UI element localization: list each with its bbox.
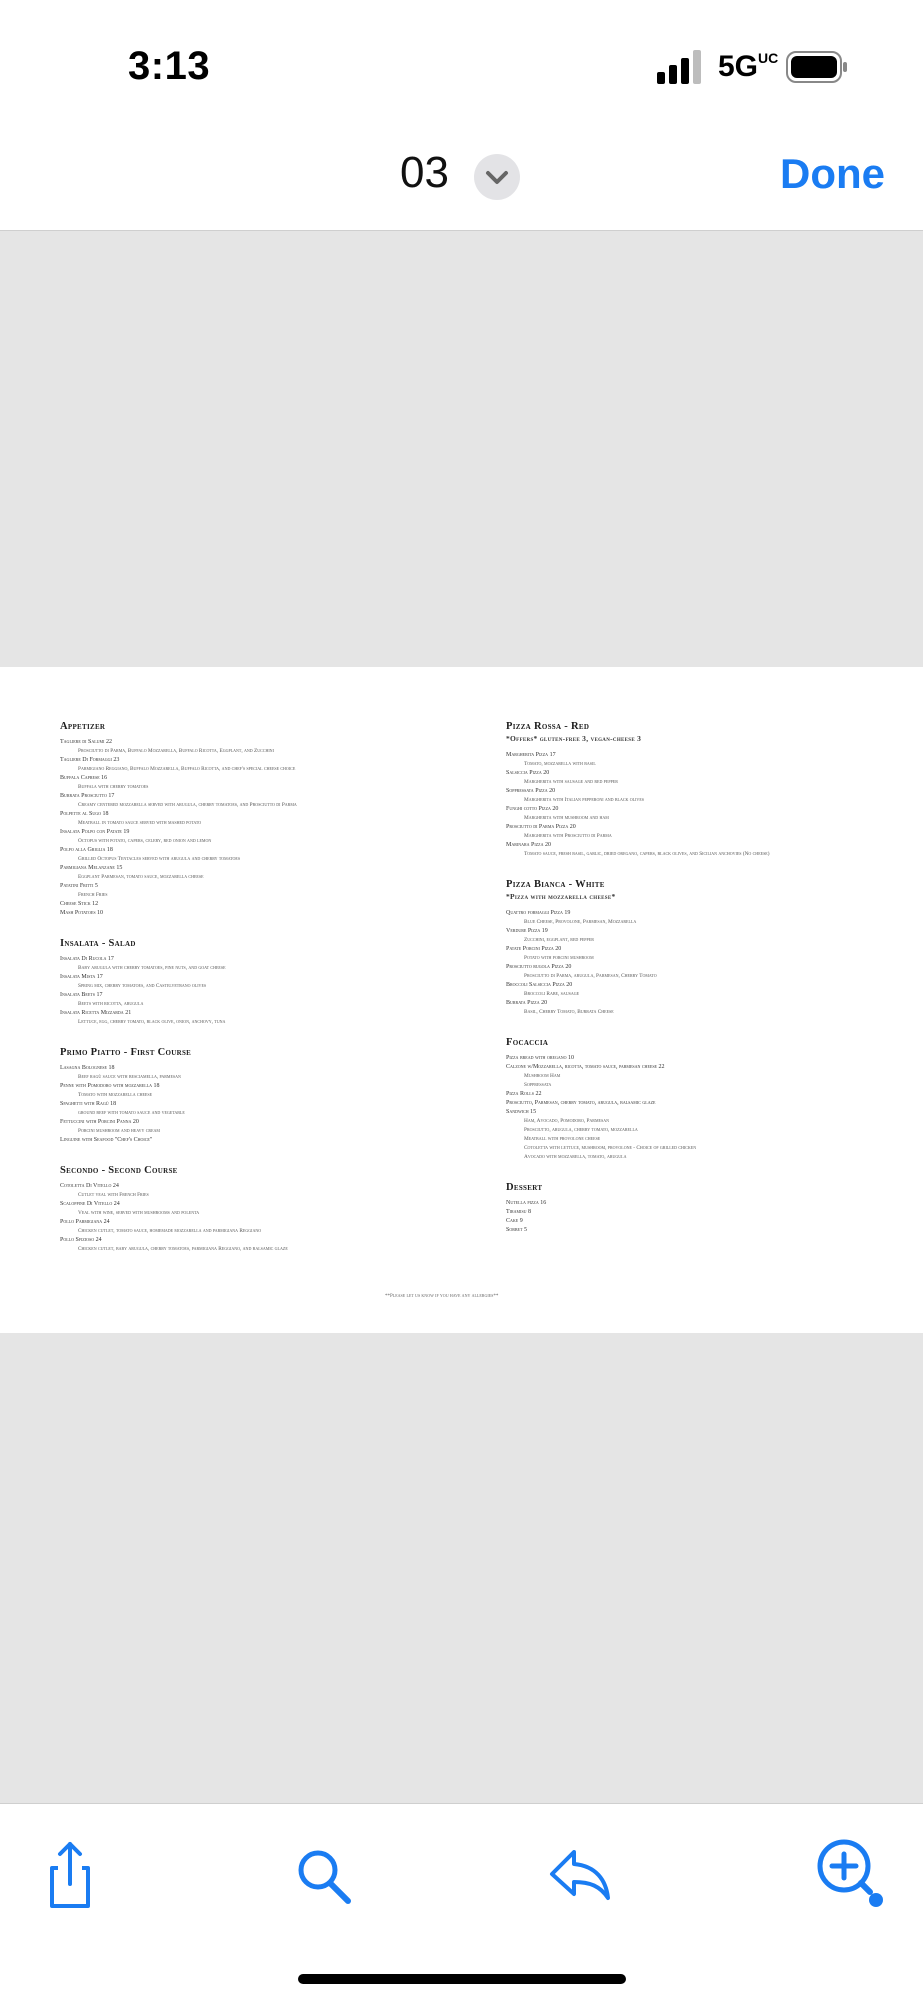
menu-item-name: Lasagna Bolognese 18: [60, 1065, 115, 1071]
home-indicator: [298, 1974, 626, 1984]
battery-icon: [786, 51, 848, 83]
menu-item-description: Margherita with mushroom and ham: [524, 815, 609, 821]
menu-item-name: Verdure Pizza 19: [506, 928, 548, 934]
section-note: *Pizza with mozzarella cheese*: [506, 892, 616, 901]
menu-item-name: Scaloppine Di Vitello 24: [60, 1201, 120, 1207]
section-focaccia: [506, 1037, 923, 1162]
bottom-toolbar: [0, 1803, 923, 2001]
menu-item-description: Soppressata: [524, 1082, 552, 1088]
menu-item-description: Margherita with Italian pepperoni and black olives: [524, 797, 644, 803]
section-salad: [60, 938, 480, 1027]
reply-icon: [540, 1834, 620, 1914]
section-title: Secondo - Second Course: [60, 1165, 178, 1176]
menu-item-name: Polpo alla Griglia 18: [60, 847, 113, 853]
menu-item-description: Tomato sauce, fresh basil, garlic, dried oregano, capers, black olives, and Sicilian anchovies (No cheese): [524, 851, 770, 857]
menu-item-description: ground beef with tomato sauce and vegetable: [78, 1110, 185, 1116]
section-title: Pizza Rossa - Red: [506, 721, 590, 732]
menu-item-name: Broccoli Salsiccia Pizza 20: [506, 982, 573, 988]
menu-item-name: Pizza bread with oregano 10: [506, 1055, 574, 1061]
reply-button[interactable]: [540, 1834, 620, 1914]
menu-item-name: Cake 9: [506, 1218, 523, 1224]
section-items: [506, 1054, 923, 1162]
menu-item-name: Tagliere Di Formaggi 23: [60, 757, 120, 763]
menu-item-description: Blue Cheese, Provolone, Parmesan, Mozzarella: [524, 919, 637, 925]
done-button[interactable]: Done: [780, 150, 885, 197]
menu-item-description: Ham, Avocado, Pomodoro, Parmesan: [524, 1118, 609, 1124]
section-items: [60, 1182, 480, 1254]
menu-item-description: Parmigiano Reggiano, Buffalo Mozzarella, Buffalo Ricotta, and chef's special cheese choice: [78, 766, 296, 772]
menu-item-name: Burrata Pizza 20: [506, 1000, 548, 1006]
menu-item-name: Cotoletta Di Vitello 24: [60, 1183, 119, 1189]
menu-item-name: Insalata Beets 17: [60, 992, 103, 998]
menu-item-description: Tomato with mozzarella cheese: [78, 1092, 153, 1098]
menu-item-name: Salsiccia Pizza 20: [506, 770, 550, 776]
section-primo: [60, 1047, 480, 1145]
menu-item-description: Cutlet veal with French Fries: [78, 1192, 149, 1198]
menu-item-description: Cotoletta with lettuce, mushroom, provolone - Choice of grilled chicken: [524, 1145, 697, 1151]
network-label: 5G: [718, 50, 759, 83]
menu-item-name: Sandwich 15: [506, 1109, 537, 1115]
menu-item-description: Basil, Cherry Tomato, Burrata Cheese: [524, 1009, 614, 1015]
section-title: Appetizer: [60, 721, 106, 732]
menu-item-name: Linguine with Seafood "Chef's Choice": [60, 1137, 153, 1143]
menu-item-description: Prosciutto di Parma, Buffalo Mozzarella, Buffalo Ricotta, Eggplant, and Zucchini: [78, 748, 274, 754]
menu-item-name: Fettuccini with Porcini Panna 20: [60, 1119, 139, 1125]
menu-item-description: Buffala with cherry tomatoes: [78, 784, 149, 790]
section-items: [506, 751, 923, 859]
section-title: Focaccia: [506, 1037, 549, 1048]
section-dessert: [506, 1182, 923, 1235]
section-items: [60, 738, 480, 918]
menu-item-name: Insalata Ricetta Mizzarda 21: [60, 1010, 132, 1016]
network-sup: UC: [758, 50, 779, 66]
menu-item-name: Marinara Pizza 20: [506, 842, 552, 848]
section-note: *Offers* gluten-free 3, vegan-cheese 3: [506, 734, 642, 743]
menu-item-name: Penne with Pomodoro with mozzarella 18: [60, 1083, 160, 1089]
menu-item-name: Funghi cotto Pizza 20: [506, 806, 559, 812]
menu-item-description: Potato with porcini mushroom: [524, 955, 594, 961]
menu-item-name: Prosciutto di Parma Pizza 20: [506, 824, 576, 830]
document-page[interactable]: [0, 667, 923, 1333]
menu-item-description: Margherita with sausage and red pepper: [524, 779, 618, 785]
section-title: Primo Piatto - First Course: [60, 1047, 192, 1058]
search-button[interactable]: [284, 1834, 364, 1914]
menu-item-description: Baby arugula with cherry tomatoes, pine nuts, and goat cheese: [78, 965, 226, 971]
menu-item-description: Veal with wine, served with mushrooms and polenta: [78, 1210, 200, 1216]
nav-bar: [0, 120, 923, 231]
menu-item-name: Mash Potatoes 10: [60, 910, 104, 916]
section-title: Pizza Bianca - White: [506, 879, 605, 890]
menu-item-name: Sorbet 5: [506, 1227, 527, 1233]
menu-item-name: Quattro formaggi Pizza 19: [506, 910, 571, 916]
section-items: [506, 909, 923, 1017]
menu-item-description: French Fries: [78, 892, 108, 898]
title-menu-button[interactable]: [474, 154, 520, 200]
document-title[interactable]: 03: [400, 148, 449, 197]
menu-item-name: Tiramisu 8: [506, 1209, 532, 1215]
menu-item-description: Zucchini, eggplant, red pepper: [524, 937, 594, 943]
section-title: Dessert: [506, 1182, 543, 1193]
menu-item-description: Eggplant Parmesan, tomato sauce, mozzarella cheese: [78, 874, 204, 880]
signal-icon: [657, 50, 703, 84]
menu-item-description: Beets with ricotta, arugula: [78, 1001, 144, 1007]
zoom-button[interactable]: [810, 1834, 890, 1914]
menu-item-description: Avocado with mozzarella, tomato, arugula: [524, 1154, 627, 1160]
section-pizza-rossa: [506, 721, 923, 859]
section-items: [60, 1064, 480, 1145]
menu-item-description: Porcini mushroom and heavy cream: [78, 1128, 160, 1134]
menu-item-description: Prosciutto di Parma, arugula, Parmesan, Cherry Tomato: [524, 973, 657, 979]
menu-item-name: Tagliere di Salumi 22: [60, 739, 112, 745]
menu-item-description: Chicken cutlet, baby arugula, cherry tomatoes, parmigiana Reggiano, and balsamic glaze: [78, 1246, 288, 1252]
menu-item-description: Octopus with potato, capers, celery, red onion and lemon: [78, 838, 212, 844]
menu-item-description: Prosciutto, arugula, cherry tomato, mozzarella: [524, 1127, 638, 1133]
menu-item-name: Calzone w/Mozzarella, ricotta, tomato sauce, parmesan cheese 22: [506, 1064, 665, 1070]
menu-item-description: Margherita with Prosciutto di Parma: [524, 833, 612, 839]
menu-item-description: Chicken cutlet, tomato sauce, homemade mozzarella and parmigiana Reggiano: [78, 1228, 262, 1234]
menu-item-name: Spaghetti with Ragù 18: [60, 1101, 117, 1107]
menu-item-name: Prosciutto, Parmesan, cherry tomato, arugula, balsamic glaze: [506, 1100, 656, 1106]
menu-item-name: Pollo Parmigiana 24: [60, 1219, 110, 1225]
menu-item-name: Soppressata Pizza 20: [506, 788, 556, 794]
chevron-down-icon: [474, 154, 520, 200]
section-appetizer: [60, 721, 480, 918]
menu-item-name: Pollo Sfizioso 24: [60, 1237, 102, 1243]
menu-item-name: Nutella pizza 16: [506, 1200, 547, 1206]
menu-item-name: Insalata Di Rucola 17: [60, 956, 114, 962]
menu-column-right: [506, 721, 923, 1255]
status-bar: [0, 0, 923, 120]
menu-item-description: Mushroom Ham: [524, 1073, 561, 1079]
share-icon: [30, 1834, 110, 1914]
menu-item-name: Pizza Rolls 22: [506, 1091, 542, 1097]
menu-item-description: Grilled Octopus Tentacles served with arugula and cherry tomatoes: [78, 856, 241, 862]
menu-item-name: Patatini Fritti 5: [60, 883, 98, 889]
section-title: Insalata - Salad: [60, 938, 136, 949]
menu-item-name: Parmigiana Melanzane 15: [60, 865, 123, 871]
search-icon: [284, 1834, 364, 1914]
menu-item-name: Cheese Stick 12: [60, 901, 99, 907]
menu-column-left: [60, 721, 480, 1274]
menu-item-name: Buffala Caprese 16: [60, 775, 108, 781]
menu-item-name: Prosciutto rugola Pizza 20: [506, 964, 572, 970]
menu-item-description: Beef ragù sauce with besciamella, parmesan: [78, 1074, 181, 1080]
menu-item-name: Patate Porcini Pizza 20: [506, 946, 562, 952]
menu-item-name: Burrata Prosciutto 17: [60, 793, 115, 799]
section-items: [60, 955, 480, 1027]
section-pizza-bianca: [506, 879, 923, 1017]
menu-item-name: Insalata Mista 17: [60, 974, 103, 980]
menu-item-name: Polpette al Sugo 18: [60, 811, 109, 817]
section-secondo: [60, 1165, 480, 1254]
menu-item-description: Spring mix, cherry tomatoes, and Castelvetrano olives: [78, 983, 207, 989]
share-button[interactable]: [30, 1834, 110, 1914]
menu-item-description: Creamy centered mozzarella served with arugula, cherry tomatoes, and Prosciutto di Parma: [78, 802, 297, 808]
allergy-footnote: **Please let us know if you have any allergies**: [385, 1294, 499, 1299]
network-type: [718, 50, 778, 84]
menu-item-name: Margherita Pizza 17: [506, 752, 556, 758]
menu-item-description: Meatball in tomato sauce served with mashed potato: [78, 820, 202, 826]
menu-item-description: Meatball with provolone cheese: [524, 1136, 601, 1142]
status-time: 3:13: [128, 44, 211, 88]
menu-item-description: Broccoli Rabe, sausage: [524, 991, 580, 997]
section-items: [506, 1199, 923, 1235]
menu-item-description: Tomato, mozzarella with basil: [524, 761, 596, 767]
menu-item-description: Lettuce, egg, cherry tomato, black olive, onion, anchovy, tuna: [78, 1019, 226, 1025]
menu-item-name: Insalata Polpo con Patate 19: [60, 829, 130, 835]
zoom-in-icon: [810, 1834, 890, 1914]
